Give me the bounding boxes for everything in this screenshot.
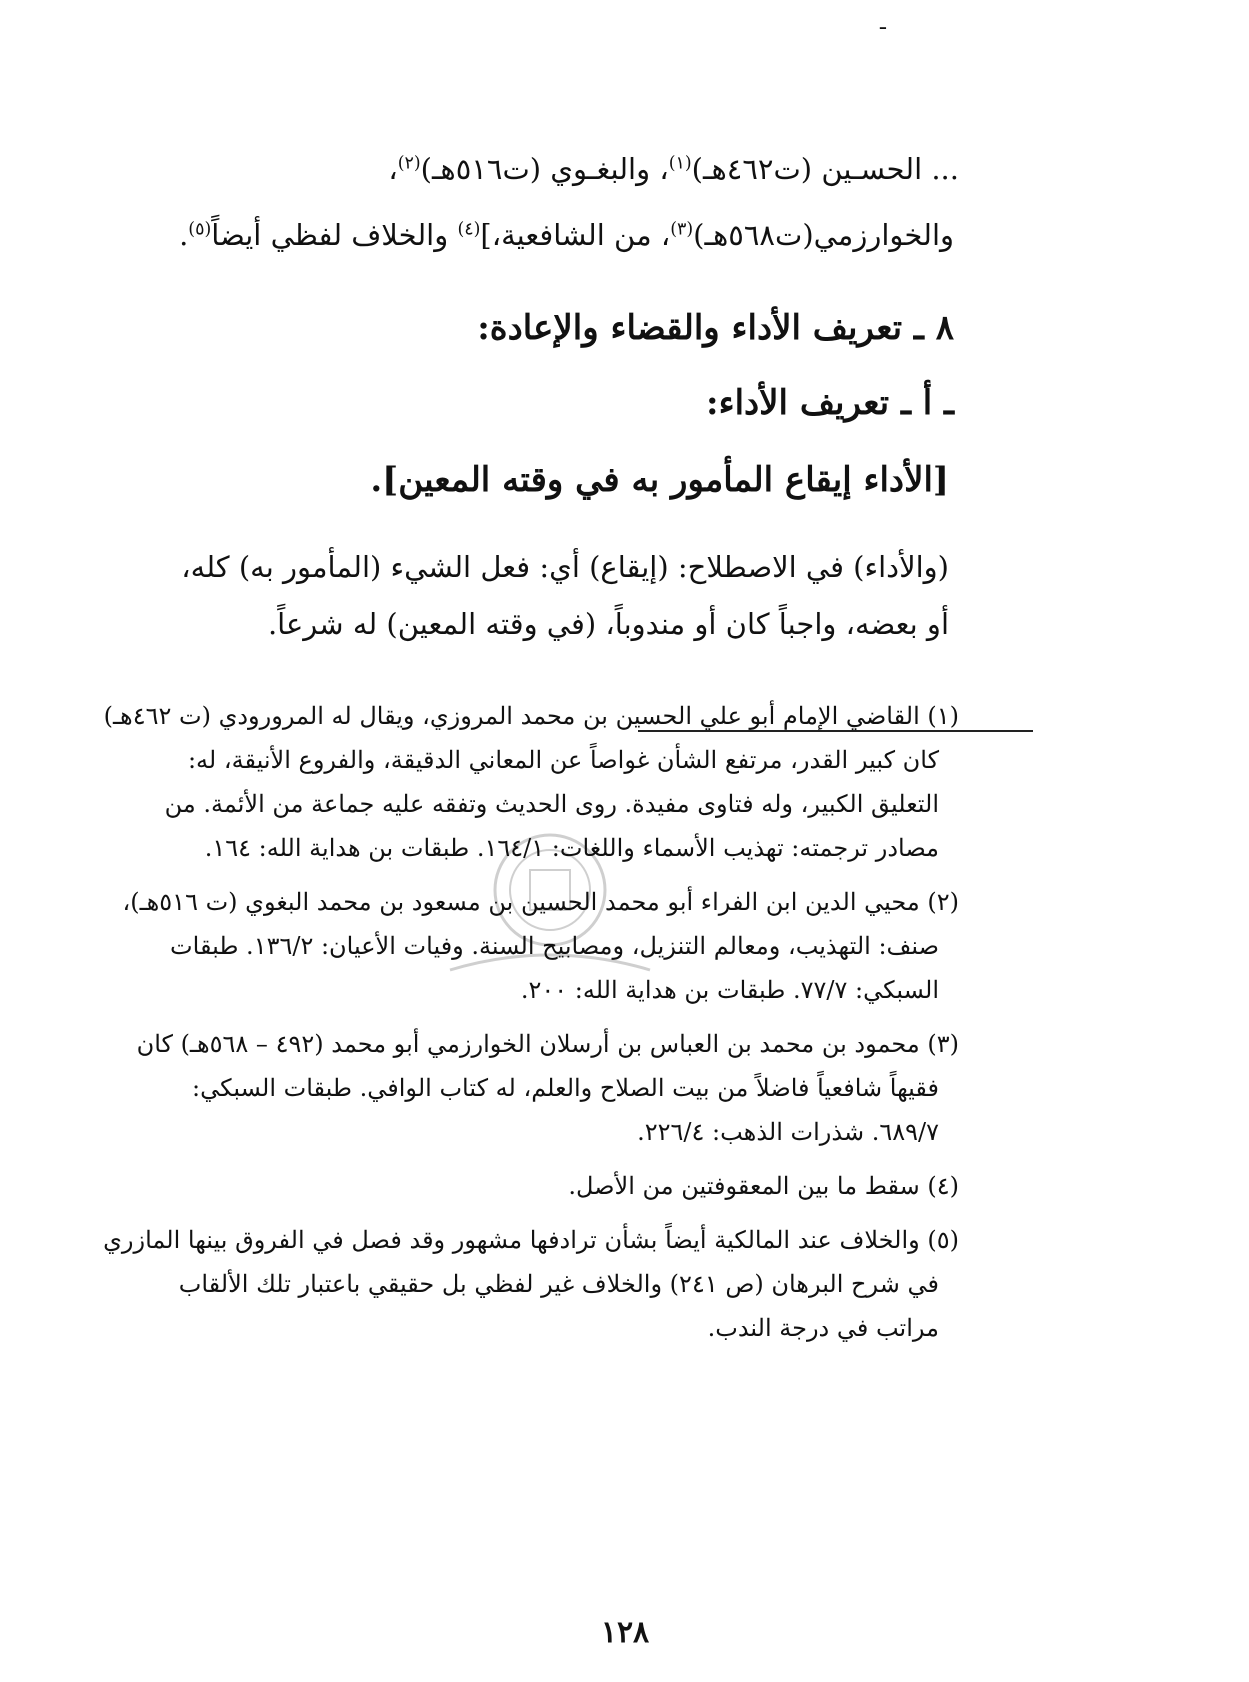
footnote-ref-4: (٤) — [457, 219, 481, 240]
footnote-3-line-3: ٦٨٩/٧. شذرات الذهب: ٢٢٦/٤. — [637, 1118, 939, 1146]
body-text: ، والبغـوي (ت٥١٦هـ) — [420, 152, 669, 186]
body-text: والخوارزمي(ت٥٦٨هـ) — [693, 218, 954, 252]
footnote-1-line-3: التعليق الكبير، وله فتاوى مفيدة. روى الحديث وتفقه عليه جماعة من الأئمة. من — [164, 790, 939, 818]
footnote-3-line-2: فقيهاً شافعياً فاضلاً من بيت الصلاح والعلم، له كتاب الوافي. طبقات السبكي: — [192, 1074, 939, 1102]
top-mark: ـ — [880, 10, 886, 34]
subsection-heading: ـ أ ـ تعريف الأداء: — [706, 383, 954, 423]
body-line-1 — [388, 152, 959, 186]
footnote-2-line-1: (٢) محيي الدين ابن الفراء أبو محمد الحسين بن مسعود بن محمد البغوي (ت ٥١٦هـ)، — [122, 888, 959, 916]
explanation-line-2: أو بعضه، واجباً كان أو مندوباً، (في وقته المعين) له شرعاً. — [267, 607, 949, 641]
body-line-2 — [179, 218, 954, 252]
footnote-5-line-2: في شرح البرهان (ص ٢٤١) والخلاف غير لفظي بل حقيقي باعتبار تلك الألقاب — [178, 1270, 939, 1298]
page-number: ١٢٨ — [600, 1615, 650, 1650]
footnote-ref-1: (١) — [668, 153, 692, 174]
footnote-2-line-2: صنف: التهذيب، ومعالم التنزيل، ومصابيح السنة. وفيات الأعيان: ١٣٦/٢. طبقات — [170, 932, 939, 960]
footnote-separator — [638, 730, 1033, 732]
body-text: ... الحسـين (ت٤٦٢هـ) — [691, 152, 959, 186]
footnote-4: (٤) سقط ما بين المعقوفتين من الأصل. — [568, 1172, 959, 1200]
footnote-5-line-1: (٥) والخلاف عند المالكية أيضاً بشأن ترادفها مشهور وقد فصل في الفروق بينها المازري — [103, 1226, 959, 1254]
footnote-1-line-1: (١) القاضي الإمام أبو علي الحسين بن محمد المروزي، ويقال له المرورودي (ت ٤٦٢هـ) — [103, 702, 959, 730]
footnote-ref-5: (٥) — [188, 219, 212, 240]
body-text: والخلاف لفظي أيضاً — [211, 218, 458, 252]
body-text: ، — [388, 152, 398, 186]
footnote-5-line-3: مراتب في درجة الندب. — [707, 1314, 939, 1342]
footnote-ref-2: (٢) — [397, 153, 421, 174]
footnote-1-line-2: كان كبير القدر، مرتفع الشأن غواصاً عن المعاني الدقيقة، والفروع الأنيقة، له: — [187, 746, 939, 774]
footnote-3-line-1: (٣) محمود بن محمد بن العباس بن أرسلان الخوارزمي أبو محمد (٤٩٢ – ٥٦٨هـ) كان — [136, 1030, 959, 1058]
body-text: . — [179, 218, 189, 252]
footnote-2-line-3: السبكي: ٧٧/٧. طبقات بن هداية الله: ٢٠٠. — [520, 976, 939, 1004]
section-heading: ٨ ـ تعريف الأداء والقضاء والإعادة: — [477, 308, 954, 348]
footnote-ref-3: (٣) — [670, 219, 694, 240]
explanation-line-1: (والأداء) في الاصطلاح: (إيقاع) أي: فعل الشيء (المأمور به) كله، — [181, 550, 949, 584]
body-text: ، من الشافعية،] — [480, 218, 671, 252]
definition-rule: [الأداء إيقاع المأمور به في وقته المعين]. — [370, 460, 949, 500]
footnote-1-line-4: مصادر ترجمته: تهذيب الأسماء واللغات: ١٦٤/١. طبقات بن هداية الله: ١٦٤. — [204, 834, 939, 862]
